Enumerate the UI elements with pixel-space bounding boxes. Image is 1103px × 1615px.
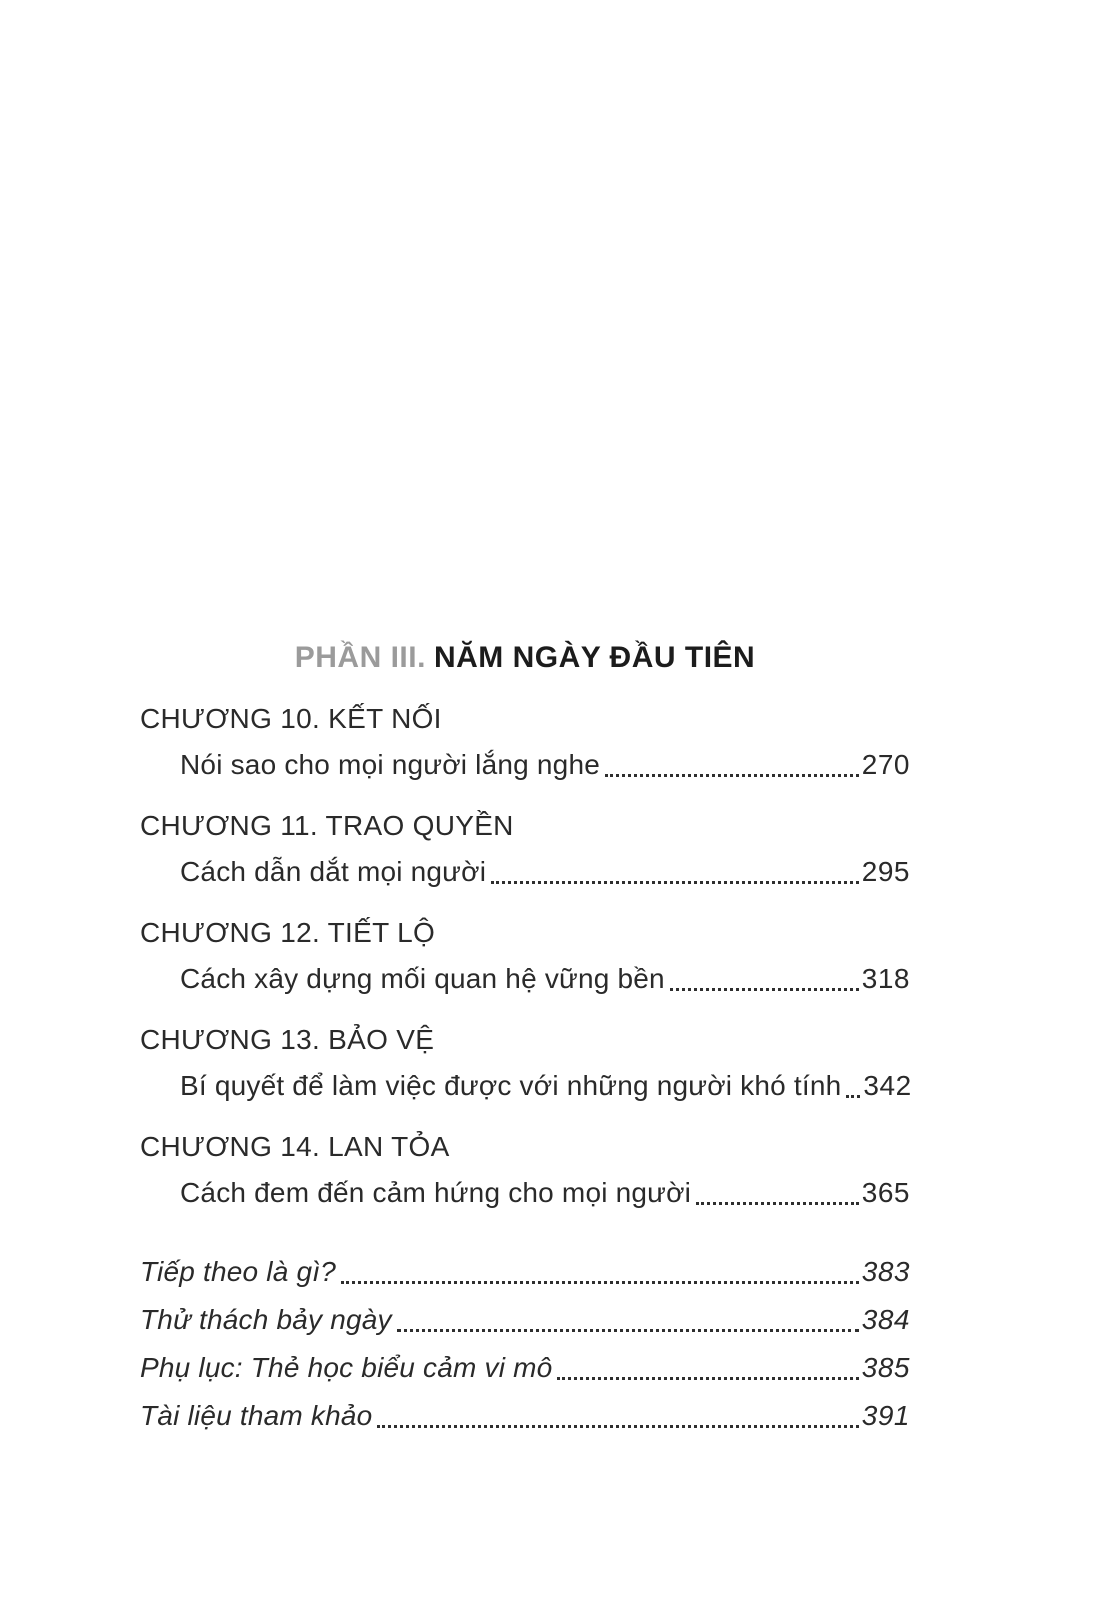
chapter-title: CHƯƠNG 10. KẾT NỐI <box>140 703 442 734</box>
extras-list <box>140 1250 910 1438</box>
toc-extra-entry <box>140 1250 910 1294</box>
toc-chapter-entry <box>140 804 910 894</box>
chapter-subtitle: Cách xây dựng mối quan hệ vững bền <box>180 963 665 994</box>
chapter-title: CHƯƠNG 11. TRAO QUYỀN <box>140 810 514 841</box>
part-label: PHẦN III. <box>294 641 426 674</box>
page-number: 384 <box>861 1304 910 1335</box>
chapter-subtitle-row <box>140 1064 910 1108</box>
dot-leader <box>696 1202 859 1205</box>
dot-leader <box>557 1377 858 1380</box>
chapter-subtitle-row <box>140 1171 910 1215</box>
dot-leader <box>670 988 859 991</box>
toc-extra-entry <box>140 1298 910 1342</box>
chapter-subtitle: Cách đem đến cảm hứng cho mọi người <box>180 1177 692 1208</box>
chapter-subtitle-row <box>140 743 910 787</box>
chapter-title: CHƯƠNG 14. LAN TỎA <box>140 1131 450 1162</box>
part-header <box>140 636 910 680</box>
chapter-subtitle-row <box>140 957 910 1001</box>
toc-chapter-entry <box>140 697 910 787</box>
chapter-title: CHƯƠNG 12. TIẾT LỘ <box>140 917 436 948</box>
chapter-title: CHƯƠNG 13. BẢO VỆ <box>140 1024 435 1055</box>
extra-title: Phụ lục: Thẻ học biểu cảm vi mô <box>140 1352 553 1383</box>
page-number: 385 <box>861 1352 910 1383</box>
dot-leader <box>397 1329 859 1332</box>
toc-extra-entry <box>140 1346 910 1390</box>
toc-extra-entry <box>140 1394 910 1438</box>
chapter-subtitle-row <box>140 850 910 894</box>
extra-title: Thử thách bảy ngày <box>140 1304 392 1335</box>
page-number: 318 <box>861 963 910 994</box>
page-number: 383 <box>861 1256 910 1287</box>
toc-chapter-entry <box>140 1125 910 1215</box>
part-title: NĂM NGÀY ĐẦU TIÊN <box>433 641 756 674</box>
page-number: 391 <box>861 1400 910 1431</box>
chapter-list <box>140 697 910 1215</box>
chapter-subtitle: Cách dẫn dắt mọi người <box>180 856 487 887</box>
chapter-subtitle: Bí quyết để làm việc được với những người khó tính <box>180 1070 842 1101</box>
page-number: 270 <box>861 749 910 780</box>
dot-leader <box>341 1281 859 1284</box>
chapter-subtitle: Nói sao cho mọi người lắng nghe <box>180 749 600 780</box>
table-of-contents <box>140 636 910 1438</box>
extra-title: Tiếp theo là gì? <box>140 1256 336 1287</box>
page-number: 365 <box>861 1177 910 1208</box>
toc-chapter-entry <box>140 911 910 1001</box>
dot-leader <box>846 1095 860 1098</box>
dot-leader <box>377 1425 858 1428</box>
dot-leader <box>491 881 859 884</box>
dot-leader <box>605 774 859 777</box>
toc-chapter-entry <box>140 1018 910 1108</box>
page-number: 295 <box>861 856 910 887</box>
page-number: 342 <box>863 1070 912 1101</box>
extra-title: Tài liệu tham khảo <box>140 1400 373 1431</box>
